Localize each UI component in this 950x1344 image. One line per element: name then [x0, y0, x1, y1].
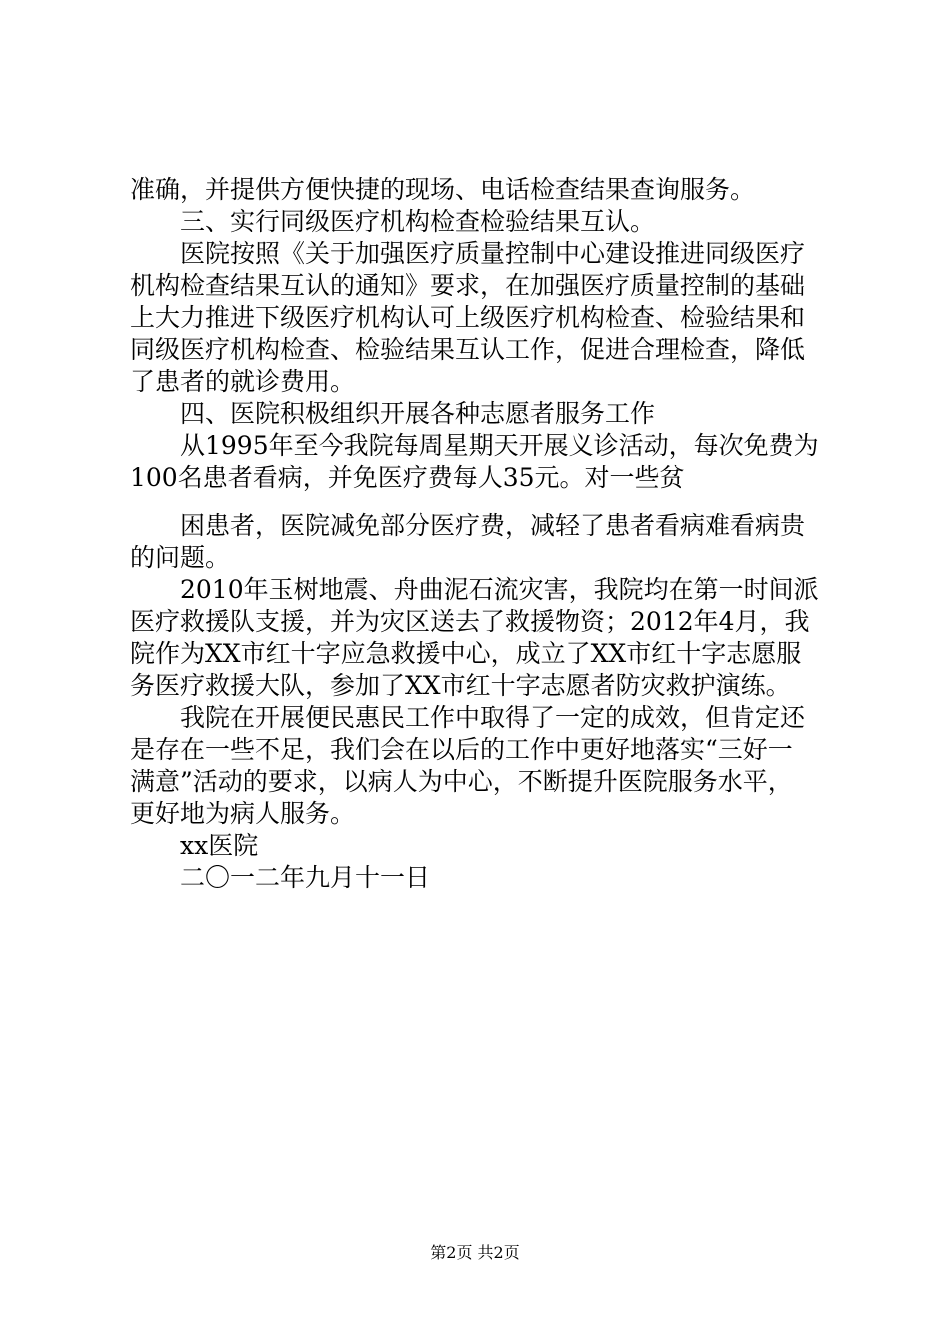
text-line-content: 院作为XX市红十字应急救援中心，成立了XX市红十字志愿服: [130, 639, 802, 668]
text-line-content: 医疗救援队支援，并为灾区送去了救援物资；2012年4月，我: [130, 607, 810, 636]
text-line: [0, 429, 950, 463]
text-line: [0, 237, 950, 271]
text-line-content: 从1995年至今我院每周星期天开展义诊活动，每次免费为: [180, 431, 819, 460]
text-line: [0, 637, 950, 671]
text-line-content: 同级医疗机构检查、检验结果互认工作，促进合理检查，降低: [130, 335, 806, 364]
text-line: [0, 461, 950, 495]
signature-date: [0, 861, 950, 895]
text-line-content: 100名患者看病，并免医疗费每人35元。对一些贫: [130, 463, 685, 492]
text-line: [0, 333, 950, 367]
text-line-content: 四、医院积极组织开展各种志愿者服务工作: [180, 399, 656, 428]
text-line: [0, 701, 950, 735]
text-line: [0, 541, 950, 575]
text-line: [0, 733, 950, 767]
section-heading: [0, 205, 950, 239]
text-line-content: 2010年玉树地震、舟曲泥石流灾害，我院均在第一时间派: [180, 575, 819, 604]
text-line-content: 机构检查结果互认的通知》要求，在加强医疗质量控制的基础: [130, 271, 806, 300]
text-line-content: 困患者，医院减免部分医疗费，减轻了患者看病难看病贵: [180, 511, 806, 540]
text-line: [0, 765, 950, 799]
text-line-content: 二〇一二年九月十一日: [180, 863, 431, 892]
text-line-content: 我院在开展便民惠民工作中取得了一定的成效，但肯定还: [180, 703, 806, 732]
text-line: [0, 509, 950, 543]
text-line-content: 了患者的就诊费用。: [130, 367, 356, 396]
text-line: [0, 797, 950, 831]
text-line-content: 准确，并提供方便快捷的现场、电话检查结果查询服务。: [130, 175, 756, 204]
text-line: [0, 365, 950, 399]
text-line-content: 务医疗救援大队，参加了XX市红十字志愿者防灾救护演练。: [130, 671, 791, 700]
text-line: [0, 573, 950, 607]
text-line-content: 三、实行同级医疗机构检查检验结果互认。: [180, 207, 656, 236]
text-line: [0, 173, 950, 207]
text-line: [0, 301, 950, 335]
text-line: [0, 669, 950, 703]
text-line-content: 上大力推进下级医疗机构认可上级医疗机构检查、检验结果和: [130, 303, 806, 332]
text-line: [0, 605, 950, 639]
text-line-content: xx医院: [180, 831, 259, 860]
page-footer: 第2页 共2页: [430, 1243, 520, 1262]
text-line-content: 医院按照《关于加强医疗质量控制中心建设推进同级医疗: [180, 239, 806, 268]
section-heading: [0, 397, 950, 431]
text-line-content: 是存在一些不足，我们会在以后的工作中更好地落实“三好一: [130, 735, 793, 764]
text-line: [0, 269, 950, 303]
signature-organization: [0, 829, 950, 863]
text-line-content: 更好地为病人服务。: [130, 799, 356, 828]
text-line-content: 满意”活动的要求，以病人为中心，不断提升医院服务水平，: [130, 767, 793, 796]
text-line-content: 的问题。: [130, 543, 231, 572]
